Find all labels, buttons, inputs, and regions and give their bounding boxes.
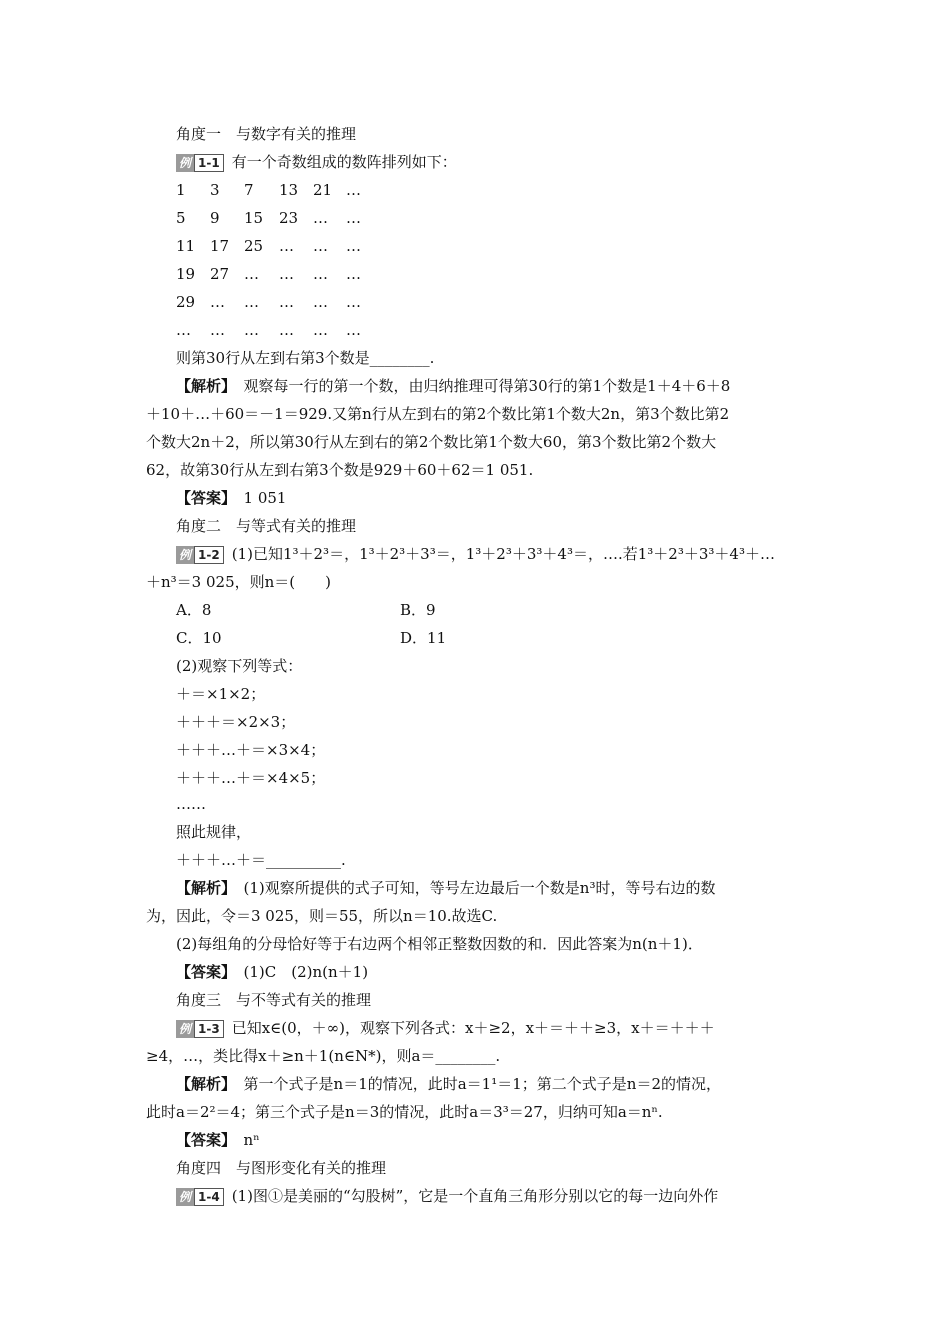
example-1-2-line: 例 1-2 (1)已知1³＋2³＝，1³＋2³＋3³＝，1³＋2³＋3³＋4³＝，….若1³＋2³＋3³＋4³＋…: [176, 544, 775, 564]
option-d: D．11: [400, 629, 447, 647]
analysis-2-line-3: (2)每组角的分母恰好等于右边两个相邻正整数因数的和．因此答案为n(n＋1)．: [176, 935, 703, 953]
analysis-3: 【解析】 第一个式子是n＝1的情况，此时a＝1¹＝1；第二个式子是n＝2的情况，: [176, 1075, 721, 1093]
equation-4: ＋＋＋…＋＝×4×5；: [176, 769, 326, 787]
equation-1: ＋＝×1×2；: [176, 685, 266, 703]
analysis-1-line-3: 个数大2n＋2，所以第30行从左到右的第2个数比第1个数大60，第3个数比第2个数大: [146, 433, 717, 451]
example-1-3-line-2: ≥4，…，类比得x＋≥n＋1(n∈N*)，则a＝________.: [146, 1047, 501, 1065]
answer-2: 【答案】 (1)C (2)n(n＋1): [176, 963, 369, 981]
grid-cell: 17: [210, 237, 230, 255]
grid-cell: …: [176, 321, 191, 339]
grid-cell: 5: [176, 209, 186, 227]
grid-cell: …: [346, 237, 361, 255]
question-text: 则第30行从左到右第3个数是________.: [176, 349, 435, 367]
analysis-1-line-4: 62，故第30行从左到右第3个数是929＋60＋62＝1 051.: [146, 461, 534, 479]
grid-cell: 27: [210, 265, 230, 283]
option-c: C．10: [176, 629, 222, 647]
example-1-1-line: [176, 152, 457, 172]
grid-cell: …: [244, 293, 259, 311]
analysis-1: 【解析】 观察每一行的第一个数，由归纳推理可得第30行的第1个数是1＋4＋6＋8: [176, 377, 731, 395]
grid-cell: 13: [279, 181, 299, 199]
grid-cell: …: [346, 209, 361, 227]
grid-cell: …: [313, 209, 328, 227]
grid-cell: …: [279, 321, 294, 339]
example-badge: 例 1-1: [176, 154, 224, 172]
heading-angle-3: 角度三 与不等式有关的推理: [176, 991, 372, 1009]
equation-3: ＋＋＋…＋＝×3×4；: [176, 741, 326, 759]
example-1-3-line: 例 1-3 已知x∈(0，＋∞)，观察下列各式：x＋≥2，x＋＝＋＋≥3，x＋＝＋＋＋: [176, 1018, 715, 1038]
ellipsis: ……: [176, 795, 206, 813]
grid-cell: 7: [244, 181, 254, 199]
example-badge: 例 1-3: [176, 1020, 224, 1038]
heading-angle-2: 角度二 与等式有关的推理: [176, 517, 357, 535]
option-a: A．8: [176, 601, 212, 619]
example-badge: 例 1-2: [176, 546, 224, 564]
grid-cell: …: [313, 321, 328, 339]
grid-cell: 25: [244, 237, 264, 255]
grid-cell: …: [346, 321, 361, 339]
heading-angle-1: 角度一 与数字有关的推理: [176, 125, 357, 143]
analysis-2: 【解析】 (1)观察所提供的式子可知，等号左边最后一个数是n³时，等号右边的数: [176, 879, 716, 897]
grid-cell: …: [279, 237, 294, 255]
grid-cell: …: [313, 237, 328, 255]
grid-cell: …: [346, 293, 361, 311]
blank-equation: ＋＋＋…＋＝__________.: [176, 851, 346, 869]
heading-angle-4: 角度四 与图形变化有关的推理: [176, 1159, 387, 1177]
grid-cell: …: [346, 181, 361, 199]
grid-cell: 19: [176, 265, 196, 283]
grid-cell: …: [279, 293, 294, 311]
grid-cell: …: [210, 321, 225, 339]
grid-cell: 15: [244, 209, 264, 227]
grid-cell: …: [346, 265, 361, 283]
part-2-intro: (2)观察下列等式：: [176, 657, 303, 675]
answer-3: 【答案】 nⁿ: [176, 1131, 260, 1149]
grid-cell: 29: [176, 293, 196, 311]
option-b: B．9: [400, 601, 436, 619]
example-1-2-line-2: ＋n³＝3 025，则n＝( ): [146, 573, 331, 591]
analysis-3-line-2: 此时a＝2²＝4；第三个式子是n＝3的情况，此时a＝3³＝27，归纳可知a＝nⁿ.: [146, 1103, 663, 1121]
grid-cell: …: [313, 265, 328, 283]
example-badge: 例 1-4: [176, 1188, 224, 1206]
grid-cell: …: [210, 293, 225, 311]
grid-cell: …: [279, 265, 294, 283]
grid-cell: 3: [210, 181, 220, 199]
grid-cell: 23: [279, 209, 299, 227]
answer-1: 【答案】 1 051: [176, 489, 287, 507]
grid-cell: 9: [210, 209, 220, 227]
analysis-1-line-2: ＋10＋…＋60＝－1＝929.又第n行从左到右的第2个数比第1个数大2n，第3个数比第2: [146, 405, 730, 423]
example-1-4-line: 例 1-4 (1)图①是美丽的“勾股树”，它是一个直角三角形分别以它的每一边向外作: [176, 1186, 718, 1206]
rule-text: 照此规律，: [176, 823, 252, 841]
example-text: 有一个奇数组成的数阵排列如下：: [231, 153, 457, 171]
grid-cell: 21: [313, 181, 333, 199]
grid-cell: 11: [176, 237, 196, 255]
analysis-2-line-2: 为，因此，令＝3 025，则＝55，所以n＝10.故选C.: [146, 907, 498, 925]
grid-cell: …: [313, 293, 328, 311]
grid-cell: …: [244, 321, 259, 339]
equation-2: ＋＋＋＝×2×3；: [176, 713, 296, 731]
grid-cell: 1: [176, 181, 186, 199]
grid-cell: …: [244, 265, 259, 283]
